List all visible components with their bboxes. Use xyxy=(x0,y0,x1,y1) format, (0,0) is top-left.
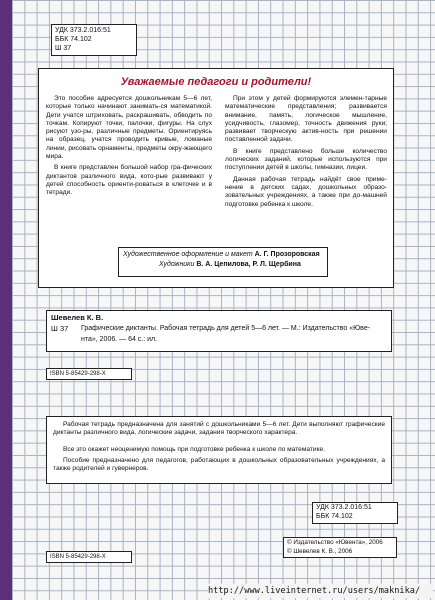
isbn-text-top: ISBN 5-85429-298-X xyxy=(50,371,106,377)
credits-design-label: Художественное оформление и макет xyxy=(123,251,253,258)
credits-artists-name: В. А. Цепилова, Р. Л. Щербина xyxy=(196,261,301,268)
udk-code: УДК 373.2.016:51 xyxy=(55,27,111,34)
bbk-code: ББК 74.102 xyxy=(55,36,92,43)
intro-right-column xyxy=(225,95,387,209)
bbk-code-bottom: ББК 74.102 xyxy=(316,513,353,520)
intro-title: Уважаемые педагоги и родители! xyxy=(120,76,312,88)
annotation-box xyxy=(46,416,392,484)
credits-design-name: А. Г. Прозоровская xyxy=(254,251,320,258)
credits-box xyxy=(118,247,328,277)
intro-right-paragraph: Данная рабочая тетрадь найдёт свое приме-нение в детских садах, дошкольных образо-зовательных учреждениях, а также при до-машней подготовке ребенка к школе. xyxy=(225,175,387,208)
copyright-author: © Шевелев К. В., 2006 xyxy=(287,548,353,555)
annotation-paragraph: Все это окажет неоценимую помощь при подготовке ребенка к школе по математике. xyxy=(63,446,326,453)
copyright-box xyxy=(283,537,397,558)
isbn-text-bottom: ISBN 5-85429-298-X xyxy=(50,554,106,560)
annotation-paragraph: Пособие предназначено для педагогов, работающих в дошкольных образовательных учреждениях, а также родителей и гувернеров. xyxy=(53,457,385,473)
source-url-watermark: http://www.liveinternet.ru/users/maknika/ xyxy=(208,584,433,598)
credits-artists-label: Художники xyxy=(159,261,195,268)
intro-right-paragraph: В книге представлено больше количество логических заданий, которые используются при поступлении детей в школы, гимназии, лицеи. xyxy=(225,147,387,172)
catalog-card xyxy=(46,310,392,352)
catalog-text-line2: нта», 2006. — 64 с.: ил. xyxy=(81,336,158,343)
intro-left-column xyxy=(46,95,212,198)
udk-code-bottom: УДК 373.2.016:51 xyxy=(316,504,372,511)
catalog-text-line1: Графические диктанты. Рабочая тетрадь для детей 5—6 лет. — М.: Издательство «Юве- xyxy=(81,325,371,332)
annotation-paragraph: Рабочая тетрадь предназначена для занятий с дошкольниками 5—6 лет. Дети выполняют графические диктанты различного вида, логические задачи, задания творческого характера. xyxy=(53,421,385,437)
intro-left-paragraph: Это пособие адресуется дошкольникам 5—6 лет, которые только начинают занимать-ся математикой. Дети учатся штриховать, раскрашивать, обводить по точкам. Копируют точки, палочки, фигуры. На слух рисуют узо-ры, различные предметы. Ориентируясь на образец, учатся проводить кривые, ломаные линии, рисовать орнаменты, предметы окру-жающего мира. xyxy=(46,95,212,161)
credits-line-artists xyxy=(123,260,323,270)
isbn-box-top xyxy=(46,368,132,380)
intro-right-paragraph: При этом у детей формируются элемен-тарные математические представления; развивается внимание, память, логическое мышление, усидчивость, глазомер, точность движения руки; развивает творческую актив-ность при решении поставленной задачи. xyxy=(225,95,387,144)
udk-box-bottom xyxy=(312,502,398,524)
copyright-publisher: © Издательство «Ювента», 2006 xyxy=(287,539,383,546)
catalog-code: Ш 37 xyxy=(51,324,69,333)
author-sign-code: Ш 37 xyxy=(55,45,72,52)
credits-line-design xyxy=(123,250,323,260)
isbn-box-bottom xyxy=(46,551,132,563)
catalog-author: Шевелев К. В. xyxy=(51,313,104,322)
udk-box-top xyxy=(51,24,137,56)
purple-spine-bar xyxy=(0,0,12,600)
intro-left-paragraph: В книге представлен большой набор гра-фических диктантов различного вида, кото-рые развивают у детей способность ориенти-роваться в клеточке и в тетради. xyxy=(46,164,212,197)
